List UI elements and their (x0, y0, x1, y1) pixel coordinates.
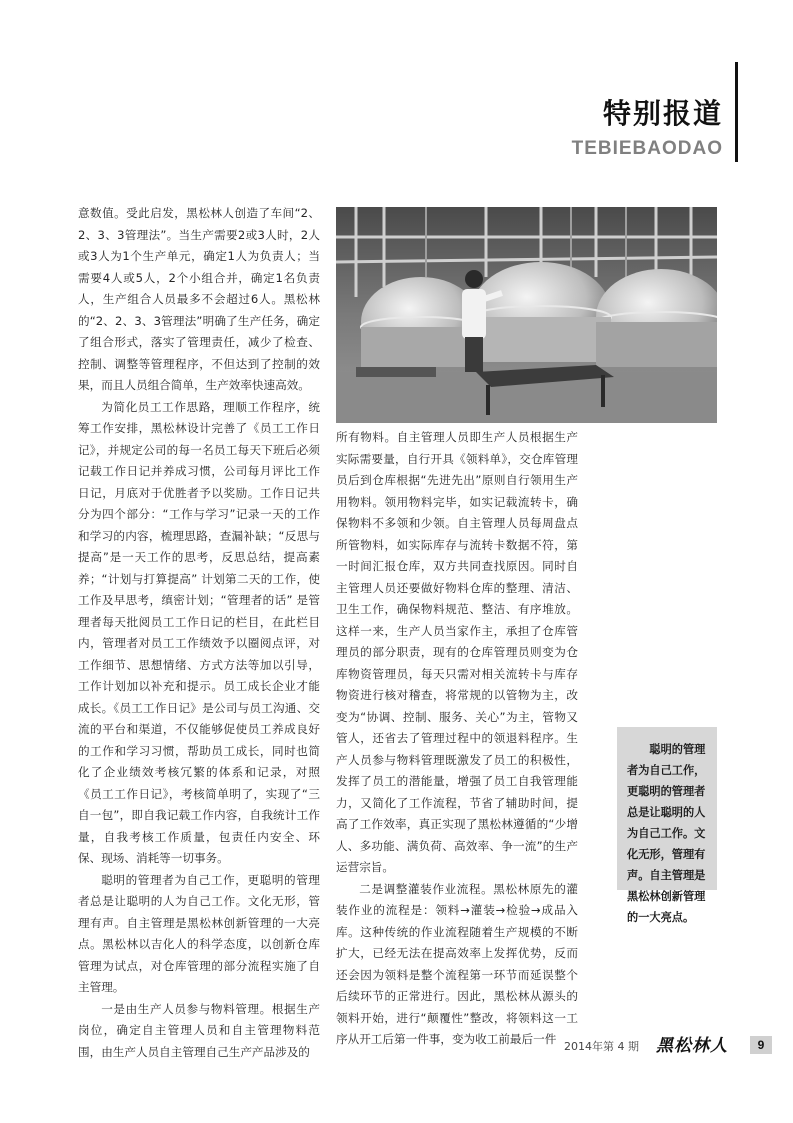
paragraph: 意数值。受此启发，黑松林人创造了车间“2、2、3、3管理法”。当生产需要2或3人时，2人或3人为1个生产单元，确定1人为负责人；当需要4人或5人，2个小组合并，确定1名负责人，生产组合人员最多不会超过6人。黑松林的“2、2、3、3管理法”明确了生产任务，确定了组合形式，落实了管理责任，减少了检查、控制、调整等管理程序，不但达到了控制的效果，而且人员组合简单，生产效率快速高效。 (78, 206, 320, 392)
section-title: 特别报道 (602, 97, 723, 130)
paragraph: 聪明的管理者为自己工作，更聪明的管理者总是让聪明的人为自己工作。文化无形，管理有声。自主管理是黑松林创新管理的一大亮点。黑松林以吉化人的科学态度，以创新仓库管理为试点，对仓库管理的部分流程实施了自主管理。 (78, 872, 320, 994)
magazine-logo: 黑松林人 (656, 1036, 728, 1056)
article-column-left (78, 203, 320, 1063)
header-rule (735, 62, 738, 162)
page-footer (564, 1036, 774, 1056)
page-number: 9 (750, 1036, 772, 1054)
pull-quote-text: 聪明的管理者为自己工作，更聪明的管理者总是让聪明的人为自己工作。文化无形，管理有声。自主管理是黑松林创新管理的一大亮点。 (627, 743, 706, 924)
pull-quote-box (617, 727, 717, 924)
article-column-middle (336, 427, 578, 1051)
factory-photo (336, 207, 717, 423)
paragraph: 所有物料。自主管理人员即生产人员根据生产实际需要量，自行开具《领料单》，交仓库管理员后到仓库根据“先进先出”原则自行领用生产用物料。领用物料完毕，如实记载流转卡，确保物料不多领和少领。自主管理人员每周盘点所管物料，如实际库存与流转卡数据不符，第一时间汇报仓库，双方共同查找原因。同时自主管理人员还要做好物料仓库的整理、清洁、卫生工作，确保物料规范、整洁、有序堆放。这样一来，生产人员当家作主，承担了仓库管理员的部分职责，现有的仓库管理员则变为仓库物资管理员，每天只需对相关流转卡与库存物资进行核对稽查，将常规的以管物为主，改变为“协调、控制、服务、关心”为主，管物又管人，还省去了管理过程中的领退料程序。生产人员参与物料管理既激发了员工的积极性，发挥了员工的潜能量，增强了员工自我管理能力，又简化了工作流程，节省了辅助时间，提高了工作效率，真正实现了黑松林遵循的“少增人、多功能、满负荷、高效率、争一流”的生产运营宗旨。 (336, 430, 578, 874)
section-subtitle: TEBIEBAODAO (571, 138, 723, 159)
paragraph: 二是调整灌装作业流程。黑松林原先的灌装作业的流程是：领料→灌装→检验→成品入库。这种传统的作业流程随着生产规模的不断扩大，已经无法在提高效率上发挥优势，反而还会因为领料是整个流程第一环节而延误整个后续环节的正常进行。因此，黑松林从源头的领料开始，进行“颠覆性”整改，将领料这一工序从开工后第一件事，变为收工前最后一件 (336, 881, 578, 1046)
issue-label: 2014年第 4 期 (564, 1040, 639, 1053)
paragraph: 一是由生产人员参与物料管理。根据生产岗位，确定自主管理人员和自主管理物料范围，由生产人员自主管理自己生产产品涉及的 (78, 1001, 320, 1059)
paragraph: 为简化员工工作思路，理顺工作程序，统筹工作安排，黑松林设计完善了《员工工作日记》，并规定公司的每一名员工每天下班后必须记载工作日记并养成习惯，公司每月评比工作日记，月底对于优胜者予以奖励。工作日记共分为四个部分：“工作与学习”记录一天的工作和学习的内容，梳理思路，查漏补缺；“反思与提高”是一天工作的思考，反思总结，提高素养；“计划与打算提高” 计划第二天的工作，使工作及早思考，缜密计划；“管理者的话” 是管理者每天批阅员工工作日记的栏目，在此栏目内，管理者对员工工作绩效予以圈阅点评，对工作细节、思想情绪、方式方法等加以引导，工作计划加以补充和提示。员工成长企业才能成长。《员工工作日记》是公司与员工沟通、交流的平台和渠道，不仅能够促使员工养成良好的工作和学习习惯，帮助员工成长，同时也简化了企业绩效考核冗繁的体系和记录，对照《员工工作日记》，考核简单明了，实现了“三自一包”，即自我记载工作内容，自我统计工作量，自我考核工作质量，包责任内安全、环保、现场、消耗等一切事务。 (78, 399, 320, 865)
